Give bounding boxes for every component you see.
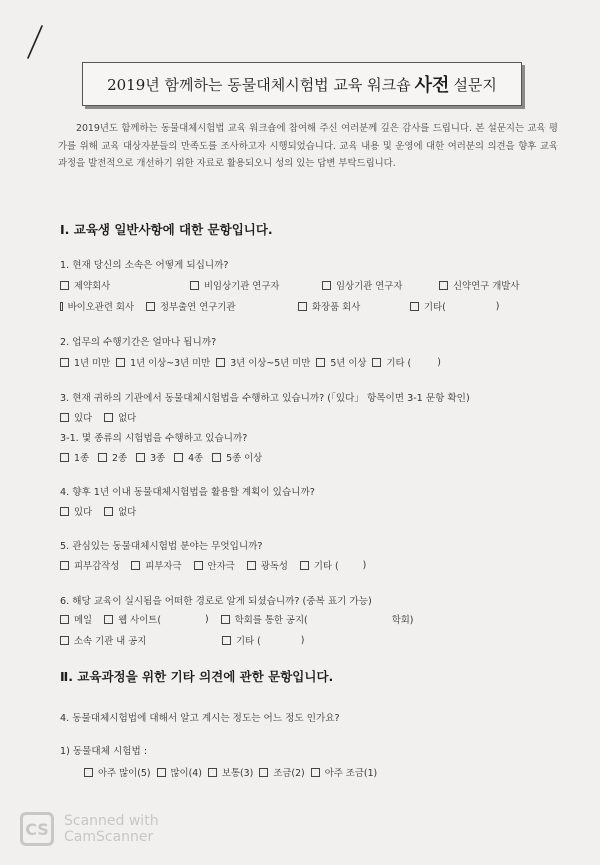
question-3-options — [60, 410, 148, 424]
option-skin-sensitization[interactable]: 피부감작성 — [60, 558, 119, 572]
knowledge-scale-options — [84, 765, 389, 779]
option-little[interactable]: 조금(2) — [259, 765, 304, 779]
checkbox[interactable] — [131, 561, 140, 570]
option-other[interactable]: 기타 ( ) — [300, 558, 366, 572]
option-skin-irritation[interactable]: 피부자극 — [131, 558, 181, 572]
option-very-much[interactable]: 아주 많이(5) — [84, 765, 151, 779]
checkbox[interactable] — [84, 768, 93, 777]
option-very-little[interactable]: 아주 조금(1) — [311, 765, 378, 779]
checkbox[interactable] — [247, 561, 256, 570]
checkbox[interactable] — [60, 302, 63, 311]
section-2-heading: Ⅱ. 교육과정을 위한 기타 의견에 관한 문항입니다. — [60, 669, 334, 684]
option-gov-institute[interactable]: 정부출연 연구기관 — [146, 299, 286, 313]
option-under-1y[interactable]: 1년 미만 — [60, 355, 110, 369]
title-main: 2019년 함께하는 동물대체시험법 교육 워크숍 — [107, 75, 411, 94]
section-1-heading: Ⅰ. 교육생 일반사항에 대한 문항입니다. — [60, 222, 273, 237]
checkbox[interactable] — [104, 615, 113, 624]
option-other[interactable]: 기타( ) — [410, 299, 499, 313]
option-internal-notice[interactable]: 소속 기관 내 공지 — [60, 633, 210, 647]
checkbox[interactable] — [104, 413, 113, 422]
checkbox[interactable] — [157, 768, 166, 777]
checkbox[interactable] — [410, 302, 419, 311]
question-knowledge-subitem: 1) 동물대체 시험법 : — [60, 746, 148, 757]
checkbox[interactable] — [60, 413, 69, 422]
option-clinical[interactable]: 임상기관 연구자 — [322, 278, 427, 292]
checkbox[interactable] — [116, 358, 125, 367]
option-4-types[interactable]: 4종 — [174, 450, 203, 464]
option-yes[interactable]: 있다 — [60, 504, 92, 518]
watermark-line-2: CamScanner — [64, 829, 154, 845]
checkbox[interactable] — [298, 302, 307, 311]
checkbox[interactable] — [60, 636, 69, 645]
checkbox[interactable] — [208, 768, 217, 777]
question-3-1-options — [60, 450, 274, 464]
checkbox[interactable] — [259, 768, 268, 777]
question-1: 1. 현재 당신의 소속은 어떻게 되십니까? — [60, 260, 229, 271]
checkbox[interactable] — [104, 507, 113, 516]
option-much[interactable]: 많이(4) — [157, 765, 202, 779]
option-3-types[interactable]: 3종 — [136, 450, 165, 464]
option-bio[interactable]: 바이오관련 회사 — [60, 299, 134, 313]
option-1-type[interactable]: 1종 — [60, 450, 89, 464]
option-pharma[interactable]: 제약회사 — [60, 278, 178, 292]
option-eye-irritation[interactable]: 안자극 — [194, 558, 235, 572]
watermark-line-1: Scanned with — [64, 813, 159, 829]
option-1-3y[interactable]: 1년 이상~3년 미만 — [116, 355, 210, 369]
camscanner-logo-icon: CS — [20, 812, 54, 846]
option-nonclinical[interactable]: 비임상기관 연구자 — [190, 278, 310, 292]
question-3-1: 3-1. 몇 종류의 시험법을 수행하고 있습니까? — [60, 433, 248, 444]
checkbox[interactable] — [222, 636, 231, 645]
option-other[interactable]: 기타 ( ) — [222, 633, 304, 647]
checkbox[interactable] — [372, 358, 381, 367]
option-over-5y[interactable]: 5년 이상 — [316, 355, 366, 369]
option-drug-dev[interactable]: 신약연구 개발사 — [439, 278, 519, 292]
option-phototoxicity[interactable]: 광독성 — [247, 558, 288, 572]
option-cosmetics[interactable]: 화장품 회사 — [298, 299, 398, 313]
option-5-plus-types[interactable]: 5종 이상 — [212, 450, 262, 464]
checkbox[interactable] — [221, 615, 230, 624]
question-1-options-row-1 — [60, 278, 531, 292]
question-2-options — [60, 355, 453, 369]
pen-mark-icon — [22, 22, 52, 62]
checkbox[interactable] — [60, 507, 69, 516]
checkbox[interactable] — [190, 281, 199, 290]
option-3-5y[interactable]: 3년 이상~5년 미만 — [216, 355, 310, 369]
question-2: 2. 업무의 수행기간은 얼마나 됩니까? — [60, 337, 217, 348]
question-6: 6. 해당 교육이 실시됨을 어떠한 경로로 알게 되셨습니까? (중복 표기 가능) — [60, 596, 372, 607]
checkbox[interactable] — [136, 453, 145, 462]
survey-title — [82, 62, 522, 106]
title-emphasis: 사전 — [414, 75, 450, 96]
intro-paragraph: 2019년도 함께하는 동물대체시험법 교육 워크숍에 참여해 주신 여러분께 깊은 감사를 드립니다. 본 설문지는 교육 평가를 위해 교육 대상자분들의 만족도를 조사하고자 시행되었습니다. 교육 내용 및 운영에 대한 여러분의 의견을 향후 교육 과정을 발전적으로 개선하기 위한 자료로 활용되오니 성의 있는 답변 부탁드립니다. — [58, 123, 558, 169]
question-4: 4. 향후 1년 이내 동물대체시험법을 활용할 계획이 있습니까? — [60, 487, 315, 498]
checkbox[interactable] — [60, 358, 69, 367]
checkbox[interactable] — [194, 561, 203, 570]
option-email[interactable]: 메일 — [60, 612, 92, 626]
checkbox[interactable] — [60, 561, 69, 570]
option-no[interactable]: 없다 — [104, 504, 136, 518]
title-suffix: 설문지 — [453, 75, 497, 94]
question-3: 3. 현재 귀하의 기관에서 동물대체시험법을 수행하고 있습니까? (「있다」 항목이면 3-1 문항 확인) — [60, 393, 470, 404]
checkbox[interactable] — [439, 281, 448, 290]
option-no[interactable]: 없다 — [104, 410, 136, 424]
option-2-types[interactable]: 2종 — [98, 450, 127, 464]
option-average[interactable]: 보통(3) — [208, 765, 253, 779]
checkbox[interactable] — [98, 453, 107, 462]
option-conference[interactable]: 학회를 통한 공지( 학회) — [221, 612, 414, 626]
checkbox[interactable] — [60, 453, 69, 462]
checkbox[interactable] — [322, 281, 331, 290]
question-6-options-row-1 — [60, 612, 425, 626]
checkbox[interactable] — [174, 453, 183, 462]
checkbox[interactable] — [216, 358, 225, 367]
question-knowledge-level: 4. 동물대체시험법에 대해서 알고 계시는 정도는 어느 정도 인가요? — [60, 713, 340, 724]
checkbox[interactable] — [60, 615, 69, 624]
option-yes[interactable]: 있다 — [60, 410, 92, 424]
checkbox[interactable] — [60, 281, 69, 290]
option-other[interactable]: 기타 ( ) — [372, 355, 440, 369]
question-6-options-row-2 — [60, 633, 316, 647]
question-5: 5. 관심있는 동물대체시험법 분야는 무엇입니까? — [60, 541, 263, 552]
question-4-options — [60, 504, 148, 518]
checkbox[interactable] — [316, 358, 325, 367]
question-1-options-row-2 — [60, 299, 511, 313]
checkbox[interactable] — [300, 561, 309, 570]
checkbox[interactable] — [311, 768, 320, 777]
scanner-watermark — [20, 812, 159, 846]
checkbox[interactable] — [146, 302, 155, 311]
checkbox[interactable] — [212, 453, 221, 462]
option-website[interactable]: 웹 사이트( ) — [104, 612, 209, 626]
question-5-options — [60, 558, 378, 572]
